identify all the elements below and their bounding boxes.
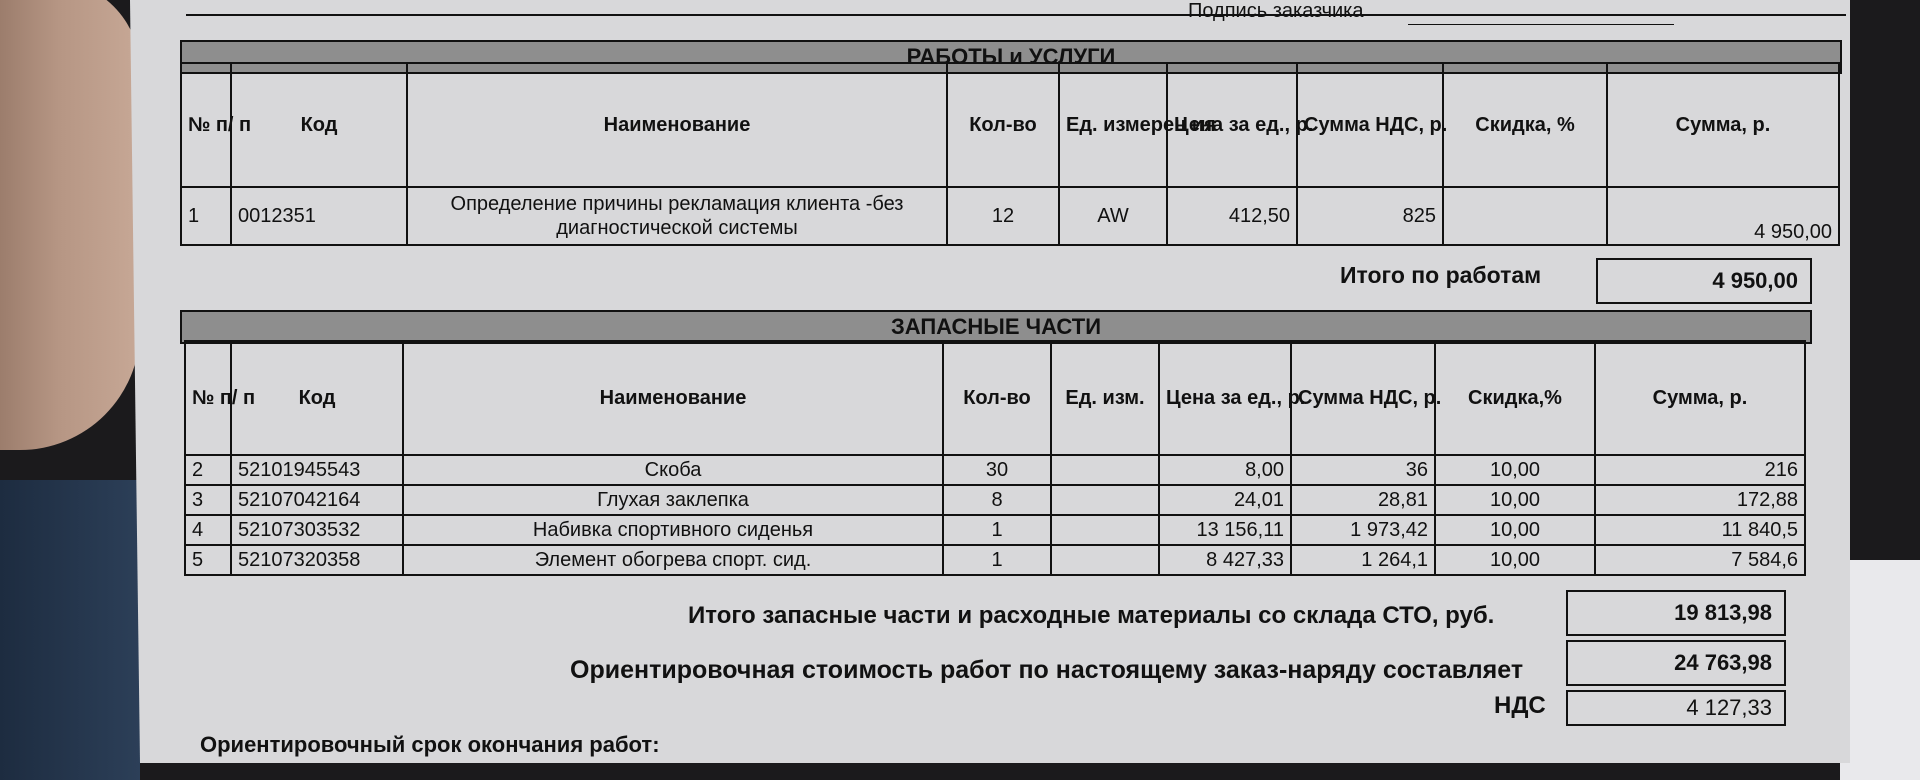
parts-header-price: Цена за ед., р.: [1159, 341, 1291, 455]
works-header-price: Цена за ед., р.: [1167, 63, 1297, 187]
table-row: [185, 515, 1805, 545]
parts-row-sum: 216: [1595, 455, 1805, 485]
works-row-discount: [1443, 187, 1607, 245]
parts-row-code: 52107320358: [231, 545, 403, 575]
works-header-sum: Сумма, р.: [1607, 63, 1839, 187]
works-section-title: РАБОТЫ и УСЛУГИ: [180, 40, 1842, 74]
vat-label: НДС: [1494, 692, 1546, 719]
desk-surface: [1840, 560, 1920, 780]
works-header-n: № п/ п: [181, 63, 231, 187]
parts-row-n: 4: [185, 515, 231, 545]
works-row-price: 412,50: [1167, 187, 1297, 245]
works-header-name: Наименование: [407, 63, 947, 187]
parts-row-n: 2: [185, 455, 231, 485]
parts-row-code: 52107042164: [231, 485, 403, 515]
parts-table: [184, 340, 1806, 576]
parts-row-sum: 11 840,5: [1595, 515, 1805, 545]
hand: [0, 0, 140, 450]
works-row-unit: AW: [1059, 187, 1167, 245]
parts-header-code: Код: [231, 341, 403, 455]
parts-row-qty: 8: [943, 485, 1051, 515]
parts-header-qty: Кол-во: [943, 341, 1051, 455]
parts-section-title: ЗАПАСНЫЕ ЧАСТИ: [180, 310, 1812, 344]
table-row: [185, 545, 1805, 575]
vat-value: 4 127,33: [1566, 690, 1786, 726]
parts-row-sum: 7 584,6: [1595, 545, 1805, 575]
parts-row-n: 3: [185, 485, 231, 515]
parts-row-qty: 1: [943, 545, 1051, 575]
top-rule: [186, 14, 1846, 16]
works-row-qty: 12: [947, 187, 1059, 245]
works-header-qty: Кол-во: [947, 63, 1059, 187]
parts-total-label: Итого запасные части и расходные материалы со склада СТО, руб.: [688, 602, 1495, 629]
parts-row-qty: 30: [943, 455, 1051, 485]
works-table: [180, 62, 1840, 246]
parts-row-vat: 36: [1291, 455, 1435, 485]
estimate-value: 24 763,98: [1566, 640, 1786, 686]
works-total-label: Итого по работам: [1340, 262, 1542, 288]
parts-row-unit: [1051, 455, 1159, 485]
works-row-vat: 825: [1297, 187, 1443, 245]
table-row: [185, 455, 1805, 485]
parts-row-name: Глухая заклепка: [403, 485, 943, 515]
works-header-code: Код: [231, 63, 407, 187]
parts-header-discount: Скидка,%: [1435, 341, 1595, 455]
parts-row-n: 5: [185, 545, 231, 575]
parts-header-sum: Сумма, р.: [1595, 341, 1805, 455]
estimate-label: Ориентировочная стоимость работ по настоящему заказ-наряду составляет: [570, 656, 1524, 684]
works-header-discount: Скидка, %: [1443, 63, 1607, 187]
sleeve: [0, 480, 140, 780]
table-row: [181, 187, 1839, 245]
parts-row-unit: [1051, 515, 1159, 545]
works-row-n: 1: [181, 187, 231, 245]
parts-row-name: Скоба: [403, 455, 943, 485]
parts-row-price: 8 427,33: [1159, 545, 1291, 575]
parts-row-discount: 10,00: [1435, 485, 1595, 515]
parts-row-price: 13 156,11: [1159, 515, 1291, 545]
parts-header-vat: Сумма НДС, р.: [1291, 341, 1435, 455]
parts-row-price: 8,00: [1159, 455, 1291, 485]
table-row: [185, 485, 1805, 515]
signature-label: Подпись заказчика: [1188, 0, 1364, 22]
works-row-sum: 4 950,00: [1607, 187, 1839, 245]
parts-row-discount: 10,00: [1435, 515, 1595, 545]
parts-row-code: 52107303532: [231, 515, 403, 545]
parts-row-vat: 1 264,1: [1291, 545, 1435, 575]
parts-header-name: Наименование: [403, 341, 943, 455]
works-row-code: 0012351: [231, 187, 407, 245]
deadline-label: Ориентировочный срок окончания работ:: [200, 732, 660, 757]
parts-header-n: № п/ п: [185, 341, 231, 455]
works-row-name: Определение причины рекламация клиента -без диагностической системы: [407, 187, 947, 245]
signature-line: [1408, 24, 1674, 25]
parts-row-code: 52101945543: [231, 455, 403, 485]
works-header-vat: Сумма НДС, р.: [1297, 63, 1443, 187]
parts-row-sum: 172,88: [1595, 485, 1805, 515]
parts-row-name: Набивка спортивного сиденья: [403, 515, 943, 545]
parts-row-vat: 1 973,42: [1291, 515, 1435, 545]
works-total-value: 4 950,00: [1596, 258, 1812, 304]
parts-row-unit: [1051, 485, 1159, 515]
parts-header-unit: Ед. изм.: [1051, 341, 1159, 455]
works-header-unit: Ед. измерен ия: [1059, 63, 1167, 187]
parts-row-qty: 1: [943, 515, 1051, 545]
parts-row-name: Элемент обогрева спорт. сид.: [403, 545, 943, 575]
parts-row-discount: 10,00: [1435, 545, 1595, 575]
parts-total-value: 19 813,98: [1566, 590, 1786, 636]
parts-row-unit: [1051, 545, 1159, 575]
parts-row-vat: 28,81: [1291, 485, 1435, 515]
parts-row-discount: 10,00: [1435, 455, 1595, 485]
parts-row-price: 24,01: [1159, 485, 1291, 515]
